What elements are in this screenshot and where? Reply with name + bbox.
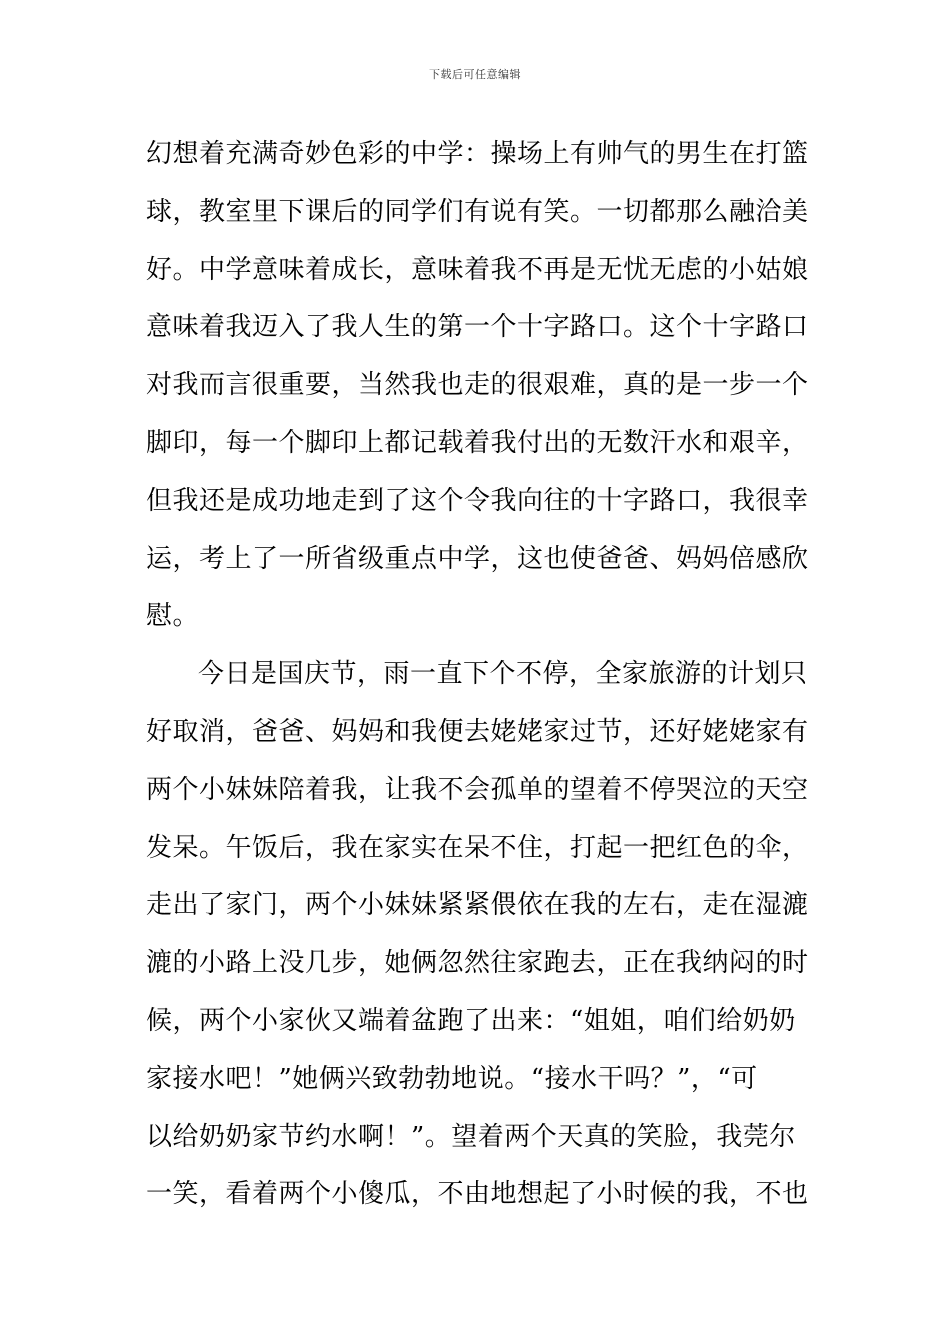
- text-line: 发呆。午饭后，我在家实在呆不住，打起一把红色的伞，: [146, 832, 809, 863]
- text-line: 好。中学意味着成长，意味着我不再是无忧无虑的小姑娘: [146, 254, 809, 285]
- text-line: 一笑，看着两个小傻瓜，不由地想起了小时候的我，不也: [146, 1179, 809, 1210]
- text-line: 漉的小路上没几步，她俩忽然往家跑去，正在我纳闷的时: [146, 948, 809, 979]
- paragraph-2: [146, 646, 816, 1224]
- text-line-indented: 今日是国庆节，雨一直下个不停，全家旅游的计划只: [198, 659, 808, 690]
- text-line: 家接水吧！”她俩兴致勃勃地说。“接水干吗？”，“可: [146, 1063, 758, 1094]
- text-line: 慰。: [146, 601, 200, 632]
- text-line: 两个小妹妹陪着我，让我不会孤单的望着不停哭泣的天空: [146, 774, 809, 805]
- text-line: 意味着我迈入了我人生的第一个十字路口。这个十字路口: [146, 312, 809, 343]
- text-line: 运，考上了一所省级重点中学，这也使爸爸、妈妈倍感欣: [146, 543, 809, 574]
- text-line: 好取消，爸爸、妈妈和我便去姥姥家过节，还好姥姥家有: [146, 716, 809, 747]
- text-line: 脚印，每一个脚印上都记载着我付出的无数汗水和艰辛，: [146, 427, 809, 458]
- text-line: 对我而言很重要，当然我也走的很艰难，真的是一步一个: [146, 370, 809, 401]
- page-header: 下载后可任意编辑: [429, 68, 521, 81]
- paragraph-1: [146, 126, 816, 646]
- text-line: 但我还是成功地走到了这个令我向往的十字路口，我很幸: [146, 485, 809, 516]
- text-line: 走出了家门，两个小妹妹紧紧偎依在我的左右，走在湿漉: [146, 890, 809, 921]
- text-line: 球，教室里下课后的同学们有说有笑。一切都那么融洽美: [146, 196, 809, 227]
- document-body: [146, 126, 816, 1224]
- text-line: 候，两个小家伙又端着盆跑了出来：“姐姐，咱们给奶奶: [146, 1005, 796, 1036]
- text-line: 以给奶奶家节约水啊！”。望着两个天真的笑脸，我莞尔: [146, 1121, 796, 1152]
- text-line: 幻想着充满奇妙色彩的中学：操场上有帅气的男生在打篮: [146, 139, 809, 169]
